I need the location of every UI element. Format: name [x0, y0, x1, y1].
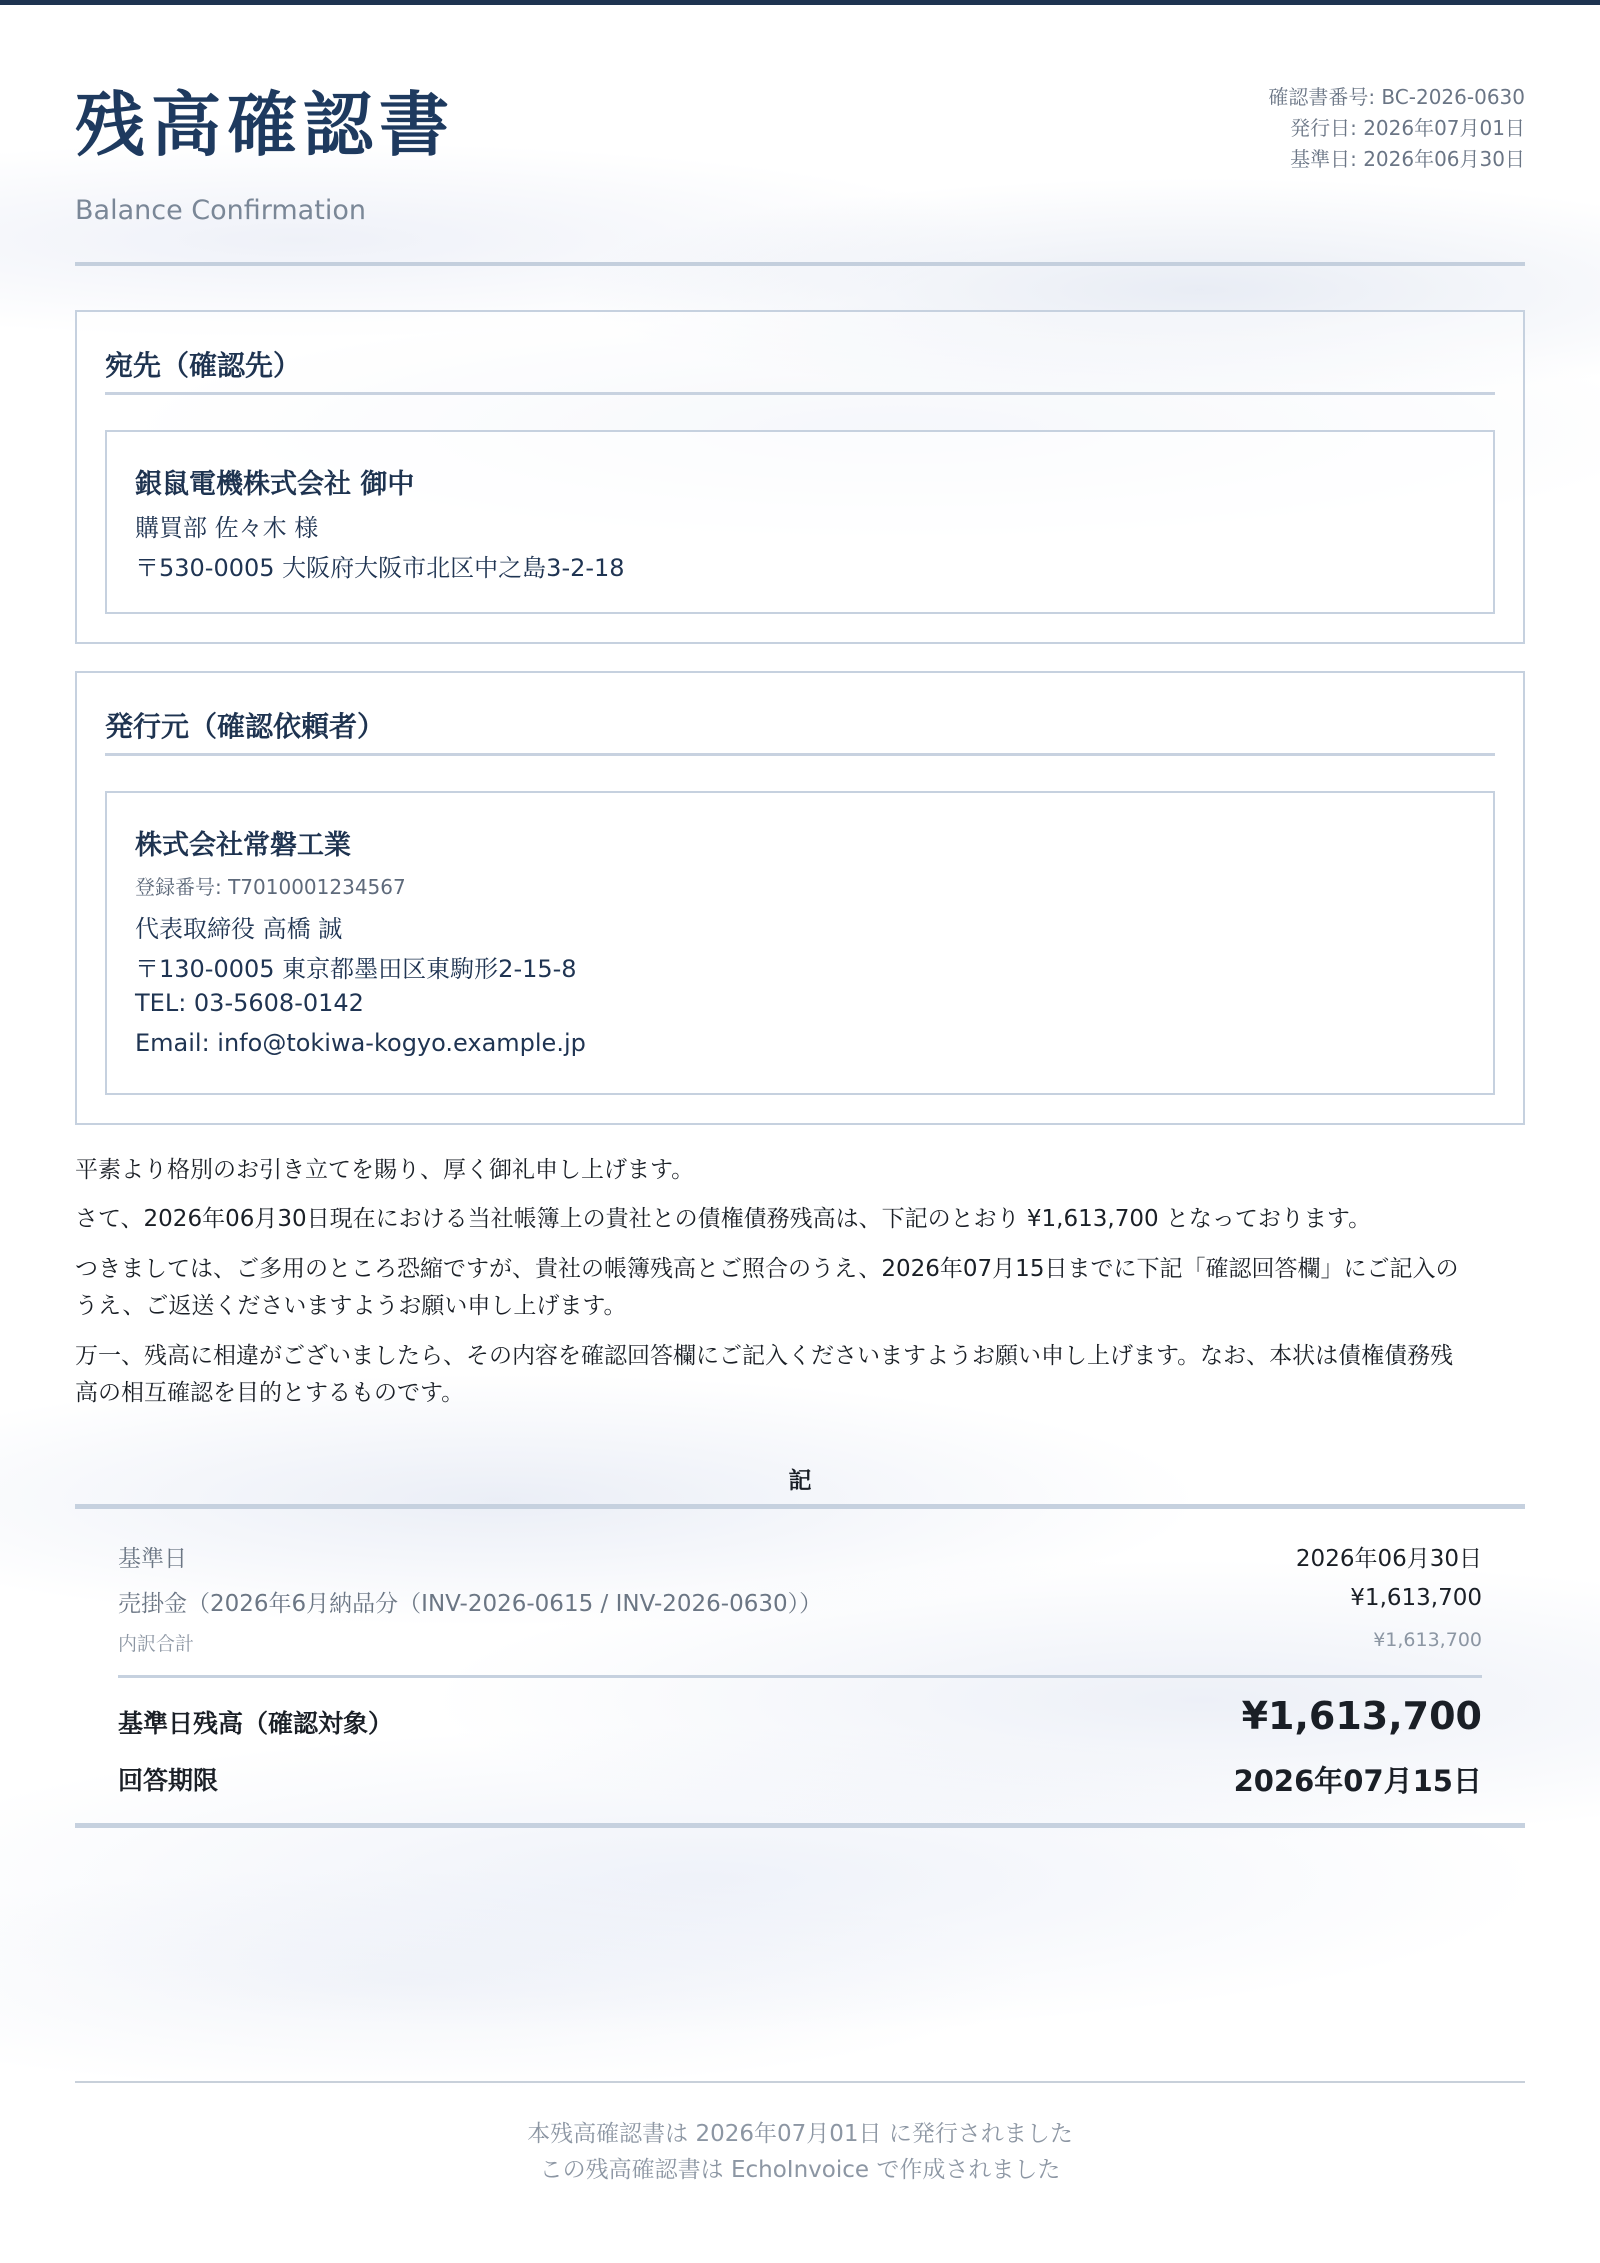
issuer-representative: 代表取締役 高橋 誠 — [135, 915, 343, 943]
details-top-rule — [75, 1504, 1525, 1509]
deadline-value: 2026年07月15日 — [1233, 1764, 1482, 1798]
body-paragraph-1: 平素より格別のお引き立てを賜り、厚く御礼申し上げます。 — [75, 1157, 695, 1183]
recipient-card — [105, 430, 1495, 614]
body-paragraph-4-line-1: 万一、残高に相違がございましたら、その内容を確認回答欄にご記入くださいますようお願い申し上げます。なお、本状は債権債務残 — [75, 1343, 1454, 1369]
balance-label: 基準日残高（確認対象） — [118, 1709, 394, 1738]
detail-label: 基準日 — [118, 1546, 187, 1572]
issuer-email: Email: info@tokiwa-kogyo.example.jp — [135, 1029, 586, 1057]
subtotal-value: ¥1,613,700 — [1373, 1629, 1482, 1651]
body-paragraph-3-line-1: つきましては、ご多用のところ恐縮ですが、貴社の帳簿残高とご照合のうえ、2026年07月15日までに下記「確認回答欄」にご記入の — [75, 1256, 1459, 1282]
issue-date: 発行日: 2026年07月01日 — [1290, 116, 1525, 140]
document-subtitle: Balance Confirmation — [75, 195, 366, 226]
details-heading: 記 — [788, 1468, 812, 1494]
document-meta — [1268, 82, 1525, 175]
issuer-registration: 登録番号: T7010001234567 — [135, 875, 406, 899]
recipient-person: 購買部 佐々木 様 — [135, 514, 319, 542]
balance-value: ¥1,613,700 — [1241, 1694, 1482, 1738]
recipient-section — [75, 310, 1525, 644]
detail-value: 2026年06月30日 — [1295, 1546, 1482, 1572]
recipient-section-divider — [105, 392, 1495, 395]
body-paragraph-3-line-2: うえ、ご返送くださいますようお願い申し上げます。 — [75, 1293, 627, 1319]
deadline-label: 回答期限 — [118, 1766, 219, 1795]
footer-divider — [75, 2081, 1525, 2083]
detail-value: ¥1,613,700 — [1350, 1585, 1482, 1611]
recipient-company: 銀鼠電機株式会社 御中 — [135, 469, 415, 500]
balance-row — [118, 1694, 1482, 1748]
issuer-tel: TEL: 03-5608-0142 — [135, 989, 364, 1017]
detail-label: 売掛金（2026年6月納品分（INV-2026-0615 / INV-2026-0630）） — [118, 1591, 823, 1617]
header-divider — [75, 262, 1525, 266]
document-title: 残高確認書 — [75, 84, 455, 166]
issuer-card — [105, 791, 1495, 1095]
details-inner-rule — [118, 1675, 1482, 1678]
body-paragraph-2: さて、2026年06月30日現在における当社帳簿上の貴社との債権債務残高は、下記のとおり ¥1,613,700 となっております。 — [75, 1206, 1372, 1232]
issuer-address: 〒130-0005 東京都墨田区東駒形2-15-8 — [135, 955, 577, 983]
body-paragraph-4-line-2: 高の相互確認を目的とするものです。 — [75, 1380, 465, 1406]
footer-created-note: この残高確認書は EchoInvoice で作成されました — [539, 2157, 1061, 2183]
recipient-section-title: 宛先（確認先） — [105, 349, 302, 382]
issuer-section — [75, 671, 1525, 1125]
issuer-section-divider — [105, 753, 1495, 756]
subtotal-label: 内訳合計 — [118, 1633, 195, 1655]
issuer-section-title: 発行元（確認依頼者） — [105, 710, 386, 743]
top-accent-bar — [0, 0, 1600, 5]
footer-issued-note: 本残高確認書は 2026年07月01日 に発行されました — [527, 2121, 1073, 2147]
recipient-address: 〒530-0005 大阪府大阪市北区中之島3-2-18 — [135, 554, 625, 582]
doc-number: 確認書番号: BC-2026-0630 — [1268, 85, 1525, 109]
base-date: 基準日: 2026年06月30日 — [1290, 147, 1525, 171]
issuer-company: 株式会社常磐工業 — [135, 830, 351, 861]
details-bottom-rule — [75, 1823, 1525, 1828]
